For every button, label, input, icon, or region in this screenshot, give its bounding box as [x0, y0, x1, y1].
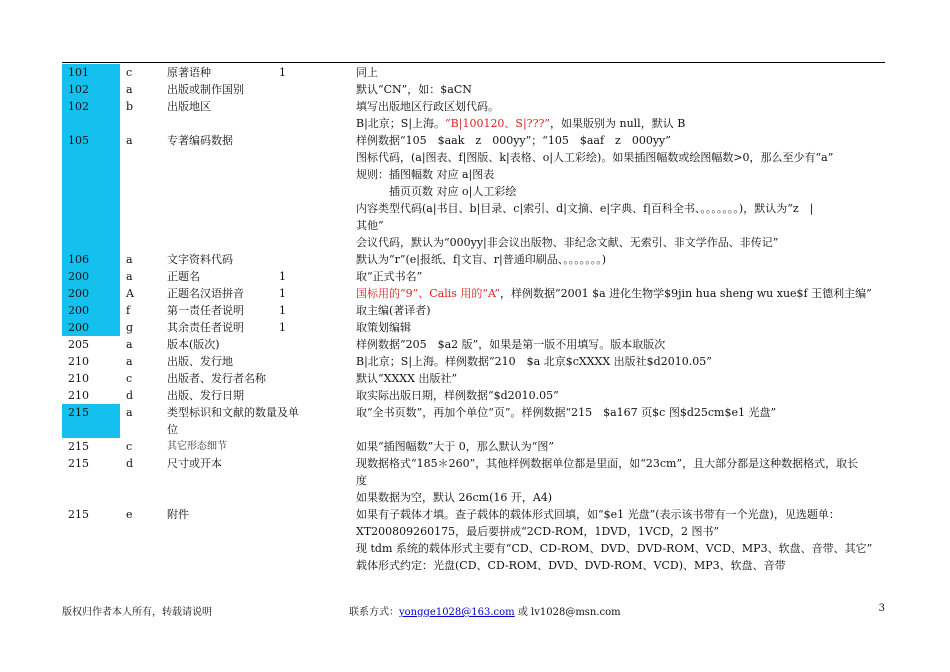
field-name: 类型标识和文献的数量及单 — [167, 406, 299, 419]
field-description — [356, 251, 606, 268]
table-row — [62, 506, 892, 523]
field-description — [356, 540, 872, 557]
description-text: 其他” — [356, 219, 384, 232]
description-text: 如果有子载体才填。查子载体的载体形式回填，如“$e1 光盘”(表示该书带有一个光盘)，见选题单： — [356, 508, 840, 521]
field-tag — [62, 557, 120, 574]
repeat-flag: 1 — [279, 270, 286, 283]
description-text: 同上 — [356, 66, 378, 79]
subfield-code: g — [126, 321, 134, 334]
contact-label: 联系方式： — [349, 607, 399, 618]
field-name: 出版地区 — [167, 100, 211, 113]
field-tag: 215 — [68, 440, 89, 453]
field-description — [356, 132, 671, 149]
contact-or: 或 — [514, 607, 532, 618]
field-description — [356, 370, 457, 387]
subfield-code: d — [126, 457, 134, 470]
page-footer — [62, 603, 885, 617]
subfield-code: c — [126, 440, 133, 453]
field-description — [356, 64, 378, 81]
subfield-code: a — [126, 83, 133, 96]
description-text: XT200809260175，最后要拼成“2CD-ROM，1DVD，1VCD，2 图书” — [356, 525, 720, 538]
table-row — [62, 81, 892, 98]
field-tag — [62, 234, 120, 251]
field-description — [356, 166, 494, 183]
table-row — [62, 200, 892, 217]
description-text: 度 — [356, 474, 367, 487]
table-row — [62, 438, 892, 455]
table-row — [62, 455, 892, 472]
field-tag: 215 — [62, 404, 120, 421]
field-name: 出版者、发行者名称 — [167, 372, 266, 385]
table-row — [62, 540, 892, 557]
field-tag — [62, 149, 120, 166]
field-description — [356, 506, 840, 523]
field-description — [356, 489, 552, 506]
description-text: 取策划编辑 — [356, 321, 411, 334]
subfield-code: d — [126, 389, 134, 402]
description-text: B|北京；S|上海。样例数据“210 $a 北京$cXXXX 出版社$d2010.05” — [356, 355, 712, 368]
field-tag: 210 — [68, 389, 89, 402]
description-text: B|北京；S|上海。 — [356, 117, 446, 130]
field-description — [356, 81, 472, 98]
field-description — [356, 200, 813, 217]
header-rule — [62, 62, 885, 63]
table-row — [62, 149, 892, 166]
field-name: 版本(版次) — [167, 338, 220, 351]
field-description — [356, 183, 516, 200]
field-description — [356, 336, 665, 353]
description-text: 如果“插图幅数”大于 0，那么默认为“图” — [356, 440, 554, 453]
description-text: 默认“CN”，如：$aCN — [356, 83, 472, 96]
subfield-code: e — [126, 508, 133, 521]
field-tag: 205 — [68, 338, 89, 351]
field-description — [356, 149, 833, 166]
field-description — [356, 302, 431, 319]
table-row — [62, 285, 892, 302]
subfield-code: a — [126, 270, 133, 283]
table-row — [62, 166, 892, 183]
field-name: 尺寸或开本 — [167, 457, 222, 470]
field-name: 原著语种 — [167, 66, 211, 79]
field-description — [356, 217, 384, 234]
description-text: 填写出版地区行政区划代码。 — [356, 100, 499, 113]
table-row — [62, 64, 892, 81]
field-tag: 102 — [62, 98, 120, 115]
subfield-code: A — [126, 287, 134, 300]
field-name: 位 — [167, 423, 178, 436]
field-description — [356, 98, 499, 115]
description-highlight: “B|100120、S|???” — [445, 117, 550, 130]
field-description — [356, 472, 367, 489]
repeat-flag: 1 — [279, 321, 286, 334]
description-text: 内容类型代码(a|书目、b|目录、c|索引、d|文摘、e|字典、f|百科全书、。。。。。。。)，默认为“z | — [356, 202, 814, 215]
email-link-primary[interactable]: yongge1028@163.com — [399, 607, 515, 618]
description-text: 样例数据“105 $aak z 000yy”；“105 $aaf z 000yy” — [356, 134, 671, 147]
table-row — [62, 472, 892, 489]
description-text: 默认“XXXX 出版社” — [356, 372, 458, 385]
field-tag: 200 — [62, 285, 120, 302]
description-text: 现数据格式“185＊260”，其他样例数据单位都是里面，如“23cm”，且大部分都是这种数据格式，取长 — [356, 457, 859, 470]
repeat-flag: 1 — [279, 66, 286, 79]
field-tag: 105 — [62, 132, 120, 149]
subfield-code: a — [126, 253, 133, 266]
field-tag — [62, 489, 120, 506]
subfield-code: a — [126, 134, 133, 147]
field-name: 出版或制作国别 — [167, 83, 244, 96]
description-text: 取主编(著译者) — [356, 304, 431, 317]
table-row — [62, 234, 892, 251]
field-tag: 210 — [68, 355, 89, 368]
copyright-note: 版权归作者本人所有，转载请说明 — [62, 607, 212, 618]
table-row — [62, 115, 892, 132]
table-row — [62, 217, 892, 234]
field-description — [356, 455, 858, 472]
field-tag: 106 — [62, 251, 120, 268]
field-tag — [62, 540, 120, 557]
field-tag: 215 — [68, 508, 89, 521]
table-row — [62, 489, 892, 506]
field-description — [356, 404, 776, 421]
field-description — [356, 387, 559, 404]
page-number: 3 — [878, 603, 885, 614]
field-name: 其余责任者说明 — [167, 321, 244, 334]
table-row — [62, 387, 892, 404]
field-tag: 101 — [62, 64, 120, 81]
description-text: 现 tdm 系统的载体形式主要有“CD、CD-ROM、DVD、DVD-ROM、VCD、MP3、软盘、音带、其它” — [356, 542, 873, 555]
description-text: 载体形式约定：光盘(CD、CD-ROM、DVD、DVD-ROM、VCD)、MP3、软盘、音带 — [356, 559, 786, 572]
field-tag: 200 — [62, 302, 120, 319]
description-text: 如果数据为空，默认 26cm(16 开，A4) — [356, 491, 553, 504]
field-name: 文字资料代码 — [167, 253, 233, 266]
subfield-code: a — [126, 355, 133, 368]
subfield-code: b — [126, 100, 134, 113]
description-text: 插页页数 对应 o|人工彩绘 — [356, 185, 517, 198]
field-description — [356, 353, 712, 370]
table-row — [62, 404, 892, 421]
subfield-code: c — [126, 66, 133, 79]
field-tag: 215 — [68, 457, 89, 470]
field-tag: 200 — [62, 319, 120, 336]
field-tag — [62, 472, 120, 489]
field-tag — [62, 166, 120, 183]
contact-info — [349, 603, 621, 618]
table-row — [62, 319, 892, 336]
description-text: 默认为“r”(e|报纸、f|文盲、r|普通印刷品、。。。。。。。) — [356, 253, 607, 266]
table-row — [62, 353, 892, 370]
subfield-code: a — [126, 338, 133, 351]
description-tail: ，样例数据“2001 $a 进化生物学$9jin hua sheng wu xue$f 王德利主编” — [499, 287, 872, 300]
description-text: 取“正式书名” — [356, 270, 423, 283]
field-tag: 200 — [62, 268, 120, 285]
field-description — [356, 115, 685, 132]
description-text: 会议代码，默认为“000yy|非会议出版物、非纪念文献、无索引、非文学作品、非传记” — [356, 236, 779, 249]
field-description — [356, 234, 778, 251]
subfield-code: f — [126, 304, 131, 317]
field-tag: 210 — [68, 372, 89, 385]
description-text: 规则：插图幅数 对应 a|图表 — [356, 168, 495, 181]
repeat-flag: 1 — [279, 304, 286, 317]
table-row — [62, 336, 892, 353]
field-table — [62, 64, 892, 574]
field-tag — [62, 183, 120, 200]
subfield-code: c — [126, 372, 133, 385]
description-highlight: 国标用的“9”、Calis 用的“A” — [356, 287, 500, 300]
field-name: 附件 — [167, 508, 189, 521]
field-tag — [62, 523, 120, 540]
field-name: 正题名汉语拼音 — [167, 287, 244, 300]
table-row — [62, 557, 892, 574]
field-tag — [62, 217, 120, 234]
table-row — [62, 302, 892, 319]
subfield-code: a — [126, 406, 133, 419]
description-text: 取实际出版日期，样例数据“$d2010.05” — [356, 389, 559, 402]
field-tag — [62, 421, 120, 438]
table-row — [62, 421, 892, 438]
table-row — [62, 268, 892, 285]
field-description — [356, 438, 554, 455]
description-text: 取“全书页数”，再加个单位“页”。样例数据“215 $a167 页$c 图$d25cm$e1 光盘” — [356, 406, 777, 419]
table-row — [62, 98, 892, 115]
field-description — [356, 319, 411, 336]
description-text: 图标代码，(a|图表、f|图版、k|表格、o|人工彩绘)。如果插图幅数或绘图幅数>0，那么至少有“a” — [356, 151, 834, 164]
repeat-flag: 1 — [279, 287, 286, 300]
field-name: 其它形态细节 — [167, 441, 227, 452]
field-tag — [62, 200, 120, 217]
table-row — [62, 132, 892, 149]
table-row — [62, 183, 892, 200]
field-tag — [62, 115, 120, 132]
field-tag: 102 — [62, 81, 120, 98]
description-text: 样例数据“205 $a2 版”，如果是第一版不用填写。版本取版次 — [356, 338, 666, 351]
table-row — [62, 251, 892, 268]
table-row — [62, 370, 892, 387]
description-tail: ，如果版别为 null，默认 B — [550, 117, 686, 130]
field-name: 专著编码数据 — [167, 134, 233, 147]
field-name: 出版、发行日期 — [167, 389, 244, 402]
field-description — [356, 285, 872, 302]
field-name: 第一责任者说明 — [167, 304, 244, 317]
email-secondary: lv1028@msn.com — [531, 607, 621, 618]
table-row — [62, 523, 892, 540]
field-name: 正题名 — [167, 270, 200, 283]
field-description — [356, 523, 719, 540]
field-description — [356, 268, 422, 285]
field-description — [356, 557, 786, 574]
field-name: 出版、发行地 — [167, 355, 233, 368]
